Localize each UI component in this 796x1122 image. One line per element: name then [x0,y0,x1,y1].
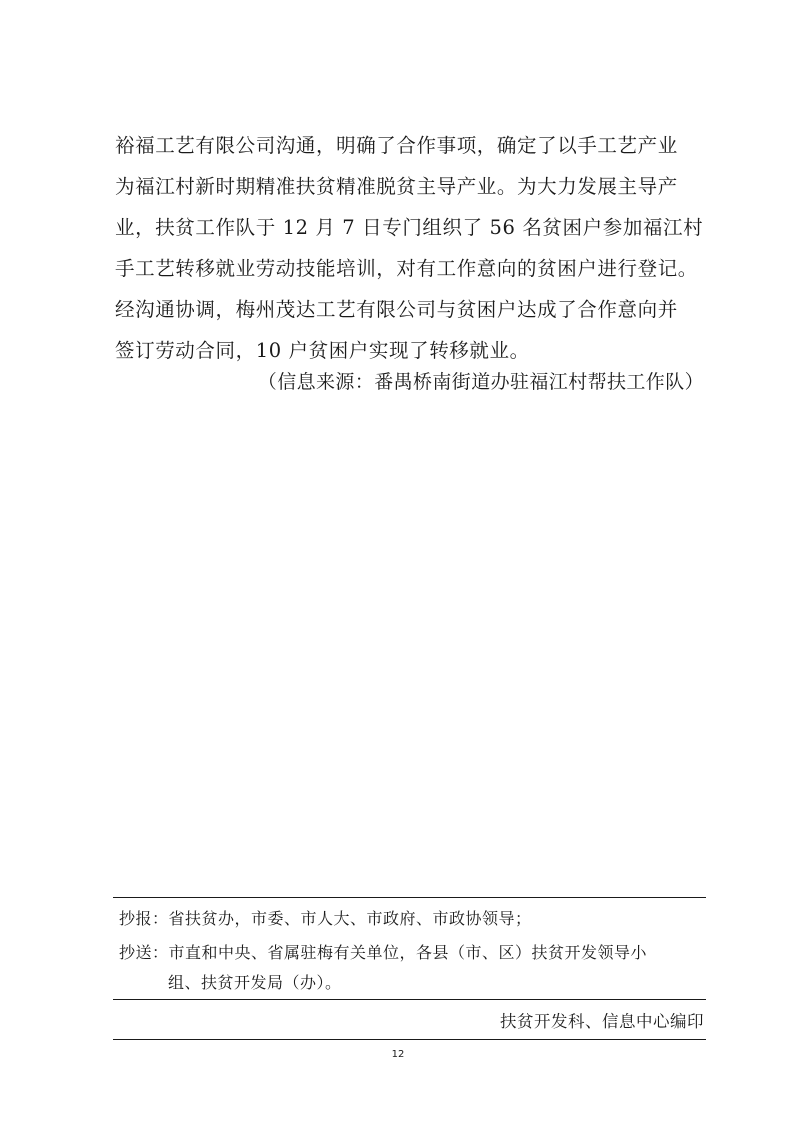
information-source: （信息来源：番禺桥南街道办驻福江村帮扶工作队） [257,371,704,393]
footer-divider-top [113,897,706,898]
send-to-line: 抄送：市直和中央、省属驻梅有关单位，各县（市、区）扶贫开发领导小 [119,943,648,962]
send-to-line-continued: 组、扶贫开发局（办）。 [168,973,342,992]
body-paragraph-line: 裕福工艺有限公司沟通，明确了合作事项，确定了以手工艺产业 [115,134,678,157]
body-paragraph-line: 手工艺转移就业劳动技能培训，对有工作意向的贫困户进行登记。 [115,257,698,280]
report-to-line: 抄报：省扶贫办，市委、市人大、市政府、市政协领导； [119,909,532,928]
body-paragraph-line: 签订劳动合同，10 户贫困户实现了转移就业。 [115,339,530,362]
body-paragraph-line: 业，扶贫工作队于 12 月 7 日专门组织了 56 名贫困户参加福江村 [115,216,704,239]
body-paragraph-line: 经沟通协调，梅州茂达工艺有限公司与贫困户达成了合作意向并 [115,298,678,321]
editor-credit: 扶贫开发科、信息中心编印 [500,1012,704,1031]
footer-divider-bottom [113,1039,706,1040]
body-paragraph-line: 为福江村新时期精准扶贫精准脱贫主导产业。为大力发展主导产 [115,175,678,198]
page-number: 12 [391,1049,405,1060]
footer-divider-middle [113,999,706,1000]
